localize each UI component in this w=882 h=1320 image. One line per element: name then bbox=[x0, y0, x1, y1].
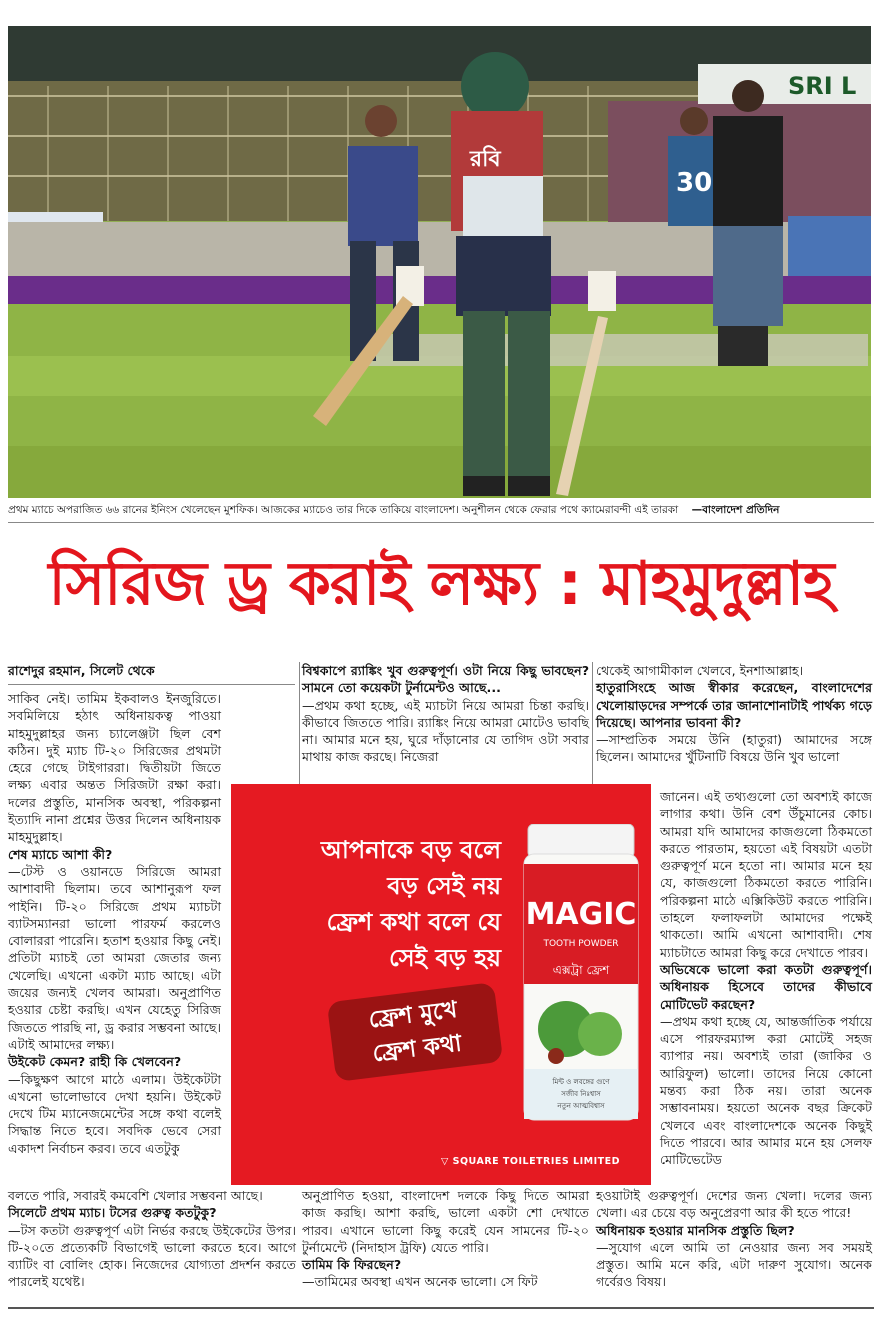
interview-question: অভিষেকে ভালো করা কতটা গুরুত্বপূর্ণ। অধিনায়ক হিসেবে তাদের কীভাবে মোটিভেট করছেন? bbox=[660, 961, 872, 1012]
interview-answer: জানেন। এই তথ্যগুলো তো অবশ্যই কাজে লাগার কথা। উনি বেশ উঁচুমানের কোচ। আমরা যদি আমাদের কাজগুলো ঠিকমতো করতে পারতাম, হয়তো এই বিষয়টা এতটা গুরুত্বপূর্ণ মনে হতো না। আমার মনে হয় যে, কাজগুলো ঠিকমতো করতে পারিনি। পরিকল্পনা মাঠে এক্সিকিউট করতে পারিনি। তাহলে ফলাফলটা আমাদের পক্ষেই থাকতো। আমি এখনো আশাবাদী। শেষ ম্যাচটাতে আমরা কিছু করে দেখাতে পারব। bbox=[660, 789, 872, 960]
board-text: SRI L bbox=[788, 72, 857, 100]
ad-slogan-line: ফ্রেশ কথা বলে যে bbox=[326, 908, 501, 936]
bottom-rule bbox=[8, 1307, 874, 1309]
interview-answer: অনুপ্রাণিত হওয়া, বাংলাদেশ দলকে কিছু দিতে আমরা কাজ করছি। আশা করছি, ভালো একটা শো দেখাতে পারব। এখানে ভালো কিছু করেই যেন সামনের টি-২০ টুর্নামেন্টে (নিদাহাস ট্রফি) যেতে পারি। bbox=[302, 1188, 589, 1255]
ad-slogan-line: আপনাকে বড় বলে bbox=[320, 836, 501, 864]
interview-question: বিশ্বকাপে র‌্যাঙ্কিং খুব গুরুত্বপূর্ণ। ওটা নিয়ে কিছু ভাবছেন? সামনে তো কয়েকটা টুর্নামেন্টও আছে... bbox=[302, 663, 589, 696]
interview-answer: —প্রথম কথা হচ্ছে, এই ম্যাচটা নিয়ে আমরা চিন্তা করছি। কীভাবে জিততে পারি। র‌্যাঙ্কিং নিয়ে আমরা মোটেও ভাবছি না। আমার মনে হয়, ঘুরে দাঁড়ানোর যে তাগিদ ওটা সবার মাথায় কাজ করছে। নিজেরা bbox=[302, 697, 589, 765]
interview-question: হাতুরাসিংহে আজ স্বীকার করেছেন, বাংলাদেশের খেলোয়াড়দের সম্পর্কে তার জানাশোনাটাই পার্থক্য গড়ে দিয়েছে। আপনার ভাবনা কী? bbox=[596, 680, 872, 730]
square-logo-icon: ▽ bbox=[441, 1156, 449, 1167]
pack-text-3: নতুন আত্মবিশ্বাস bbox=[557, 1102, 605, 1110]
interview-question: সিলেটে প্রথম ম্যাচ। টসের গুরুত্ব কতটুকু? bbox=[8, 1205, 217, 1221]
ad-company-name: SQUARE TOILETRIES LIMITED bbox=[452, 1156, 620, 1167]
article-column-3-top bbox=[596, 662, 872, 766]
interview-answer: —সাম্প্রতিক সময়ে উনি (হাতুরা) আমাদের সঙ্গে ছিলেন। আমাদের খুঁটিনাটি বিষয়ে উনি খুব ভালো bbox=[596, 732, 872, 765]
advertisement[interactable] bbox=[231, 784, 651, 1185]
interview-answer: সাকিব নেই। তামিম ইকবালও ইনজুরিতে। সবমিলিয়ে হঠাৎ অধিনায়কত্ব পাওয়া মাহমুদুল্লাহর জন্য চ্যালেঞ্জটা ছিল বেশ কঠিন। দুই ম্যাচ টি-২০ সিরিজের প্রথমটা হেরে গেছে টাইগাররা। দ্বিতীয়টা জিতে লক্ষ্য এবার অন্তত সিরিজটা রক্ষা করা। দলের প্রস্তুতি, মানসিক অবস্থা, পরিকল্পনা ইত্যাদি নানা প্রশ্নের উত্তর দিলেন অধিনায়ক মাহমুদুল্লাহ। bbox=[8, 691, 221, 845]
interview-answer: —তামিমের অবস্থা এখন অনেক ভালো। সে ফিট bbox=[302, 1274, 538, 1290]
article-column-1-bottom bbox=[8, 1187, 296, 1291]
interview-question: অধিনায়ক হওয়ার মানসিক প্রস্তুতি ছিল? bbox=[596, 1222, 795, 1238]
ad-slogan bbox=[271, 832, 501, 976]
article-column-2-bottom bbox=[302, 1187, 589, 1291]
byline-rule bbox=[8, 684, 295, 685]
interview-answer: —প্রথম কথা হচ্ছে যে, আন্তর্জাতিক পর্যায়ে এসে পারফরম্যান্স করা মোটেই সহজ ব্যাপার নয়। অবশ্যই তারা (জাকির ও আরিফুল) ভালো। তাদের নিয়ে কোনো মন্তব্য করা ঠিক নয়। তারা অনেক সম্ভাবনাময়। হয়তো অনেক বছর ক্রিকেট খেলবে এবং বাংলাদেশকে অনেক কিছুই দিতে পারবে। আর আমার মনে হয় সেলফ মোটিভেটেড bbox=[660, 1013, 872, 1168]
product-variant: এক্সট্রা ফ্রেশ bbox=[552, 963, 610, 977]
byline: রাশেদুর রহমান, সিলেট থেকে bbox=[8, 663, 155, 678]
interview-answer: —কিছুক্ষণ আগে মাঠে এলাম। উইকেটটা এখনো ভালোভাবে দেখা হয়নি। উইকেট দেখে টিম ম্যানেজমেন্টের সঙ্গে কথা বলেই সিদ্ধান্ত নিতে হবে। সবদিক ভেবে সেরা একাদশ নির্বাচন করব। তবে এতটুকু bbox=[8, 1071, 221, 1156]
shirt-sponsor-text: রবি bbox=[470, 147, 501, 172]
caption-text: প্রথম ম্যাচে অপরাজিত ৬৬ রানের ইনিংস খেলেছেন মুশফিক। আজকের ম্যাচেও তার দিকে তাকিয়ে বাংলাদেশ। অনুশীলন থেকে ফেরার পথে ক্যামেরাবন্দী এই তারকা bbox=[8, 504, 679, 516]
brand-name: MAGIC bbox=[525, 897, 637, 932]
interview-answer: —সুযোগ এলে আমি তা নেওয়ার জন্য সব সময়ই প্রস্তুত। আমি মনে করি, এটা দারুণ সুযোগ। অনেক গর্বেরও বিষয়। bbox=[596, 1239, 872, 1290]
interview-answer: হওয়াটাই গুরুত্বপূর্ণ। দেশের জন্য খেলা। দলের জন্য খেলা। এর চেয়ে বড় অনুপ্রেরণা আর কী হতে পারে! bbox=[596, 1188, 872, 1221]
article-column-2-top bbox=[302, 662, 589, 766]
ad-slogan-line: সেই বড় হয় bbox=[388, 944, 501, 972]
column-divider-2 bbox=[592, 662, 593, 784]
pack-text-2: সজীব নিঃশ্বাস bbox=[561, 1090, 601, 1098]
interview-answer: থেকেই আগামীকাল খেলবে, ইনশাআল্লাহ। bbox=[596, 663, 804, 678]
article-column-3-bottom bbox=[596, 1187, 872, 1291]
cricket-practice-scene bbox=[8, 26, 871, 498]
jersey-number: 30 bbox=[676, 168, 713, 198]
product-bottle-icon bbox=[516, 824, 646, 1124]
caption-rule bbox=[8, 522, 874, 523]
interview-question: শেষ ম্যাচে আশা কী? bbox=[8, 846, 113, 862]
ad-badge-line: ফ্রেশ কথা bbox=[371, 1030, 464, 1068]
interview-answer: —টেস্ট ও ওয়ানডে সিরিজে আমরা আশাবাদী ছিলাম। তবে আশানুরূপ ফল পাইনি। টি-২০ সিরিজে প্রথম ম্যাচটা ব্যাটসম্যানরা ভালো পারফর্ম করলেও বোলাররা পারেনি। হতাশ হওয়ার কিছু নেই। প্রতিটা ম্যাচই তো আমরা জেতার জন্য খেলেছি। এখনো একটা ম্যাচ আছে। এটা জয়ের জন্যই খেলব আমরা। অনুপ্রাণিত হওয়ার চেষ্টা করছি। এখন যেহেতু সিরিজ জিততে পারছি না, ড্র করার সম্ভবনা আছে। এটাই আমাদের লক্ষ্য। bbox=[8, 863, 221, 1052]
interview-question: তামিম কি ফিরছেন? bbox=[302, 1257, 402, 1273]
caption-credit: —বাংলাদেশ প্রতিদিন bbox=[691, 504, 780, 516]
ad-badge bbox=[327, 982, 503, 1082]
interview-question: উইকেট কেমন? রাহী কি খেলবেন? bbox=[8, 1054, 182, 1070]
photo-caption bbox=[8, 503, 874, 517]
interview-answer: বলতে পারি, সবারই কমবেশি খেলার সম্ভবনা আছে। bbox=[8, 1188, 263, 1203]
pack-text-1: মিন্ট ও লবঙ্গের গুণে bbox=[552, 1078, 610, 1086]
ad-slogan-line: বড় সেই নয় bbox=[387, 872, 501, 900]
article-column-1 bbox=[8, 690, 221, 1157]
column-divider-1 bbox=[299, 662, 300, 784]
lead-photo bbox=[8, 26, 871, 498]
ad-company bbox=[441, 1156, 620, 1167]
ad-badge-line: ফ্রেশ মুখে bbox=[367, 996, 459, 1034]
headline: সিরিজ ড্র করাই লক্ষ্য : মাহমুদুল্লাহ bbox=[48, 549, 834, 619]
article-column-3 bbox=[660, 788, 872, 1169]
product-sub: TOOTH POWDER bbox=[543, 939, 619, 949]
interview-answer: —টস কতটা গুরুত্বপূর্ণ এটা নির্ভর করছে উইকেটের উপর। টি-২০তে প্রত্যেকটি বিভাগেই ভালো করতে হবে। আগে ব্যাটিং বা বোলিং হোক। নিজেদের যোগ্যতা প্রদর্শন করতে পারলেই যথেষ্ট। bbox=[8, 1222, 296, 1290]
